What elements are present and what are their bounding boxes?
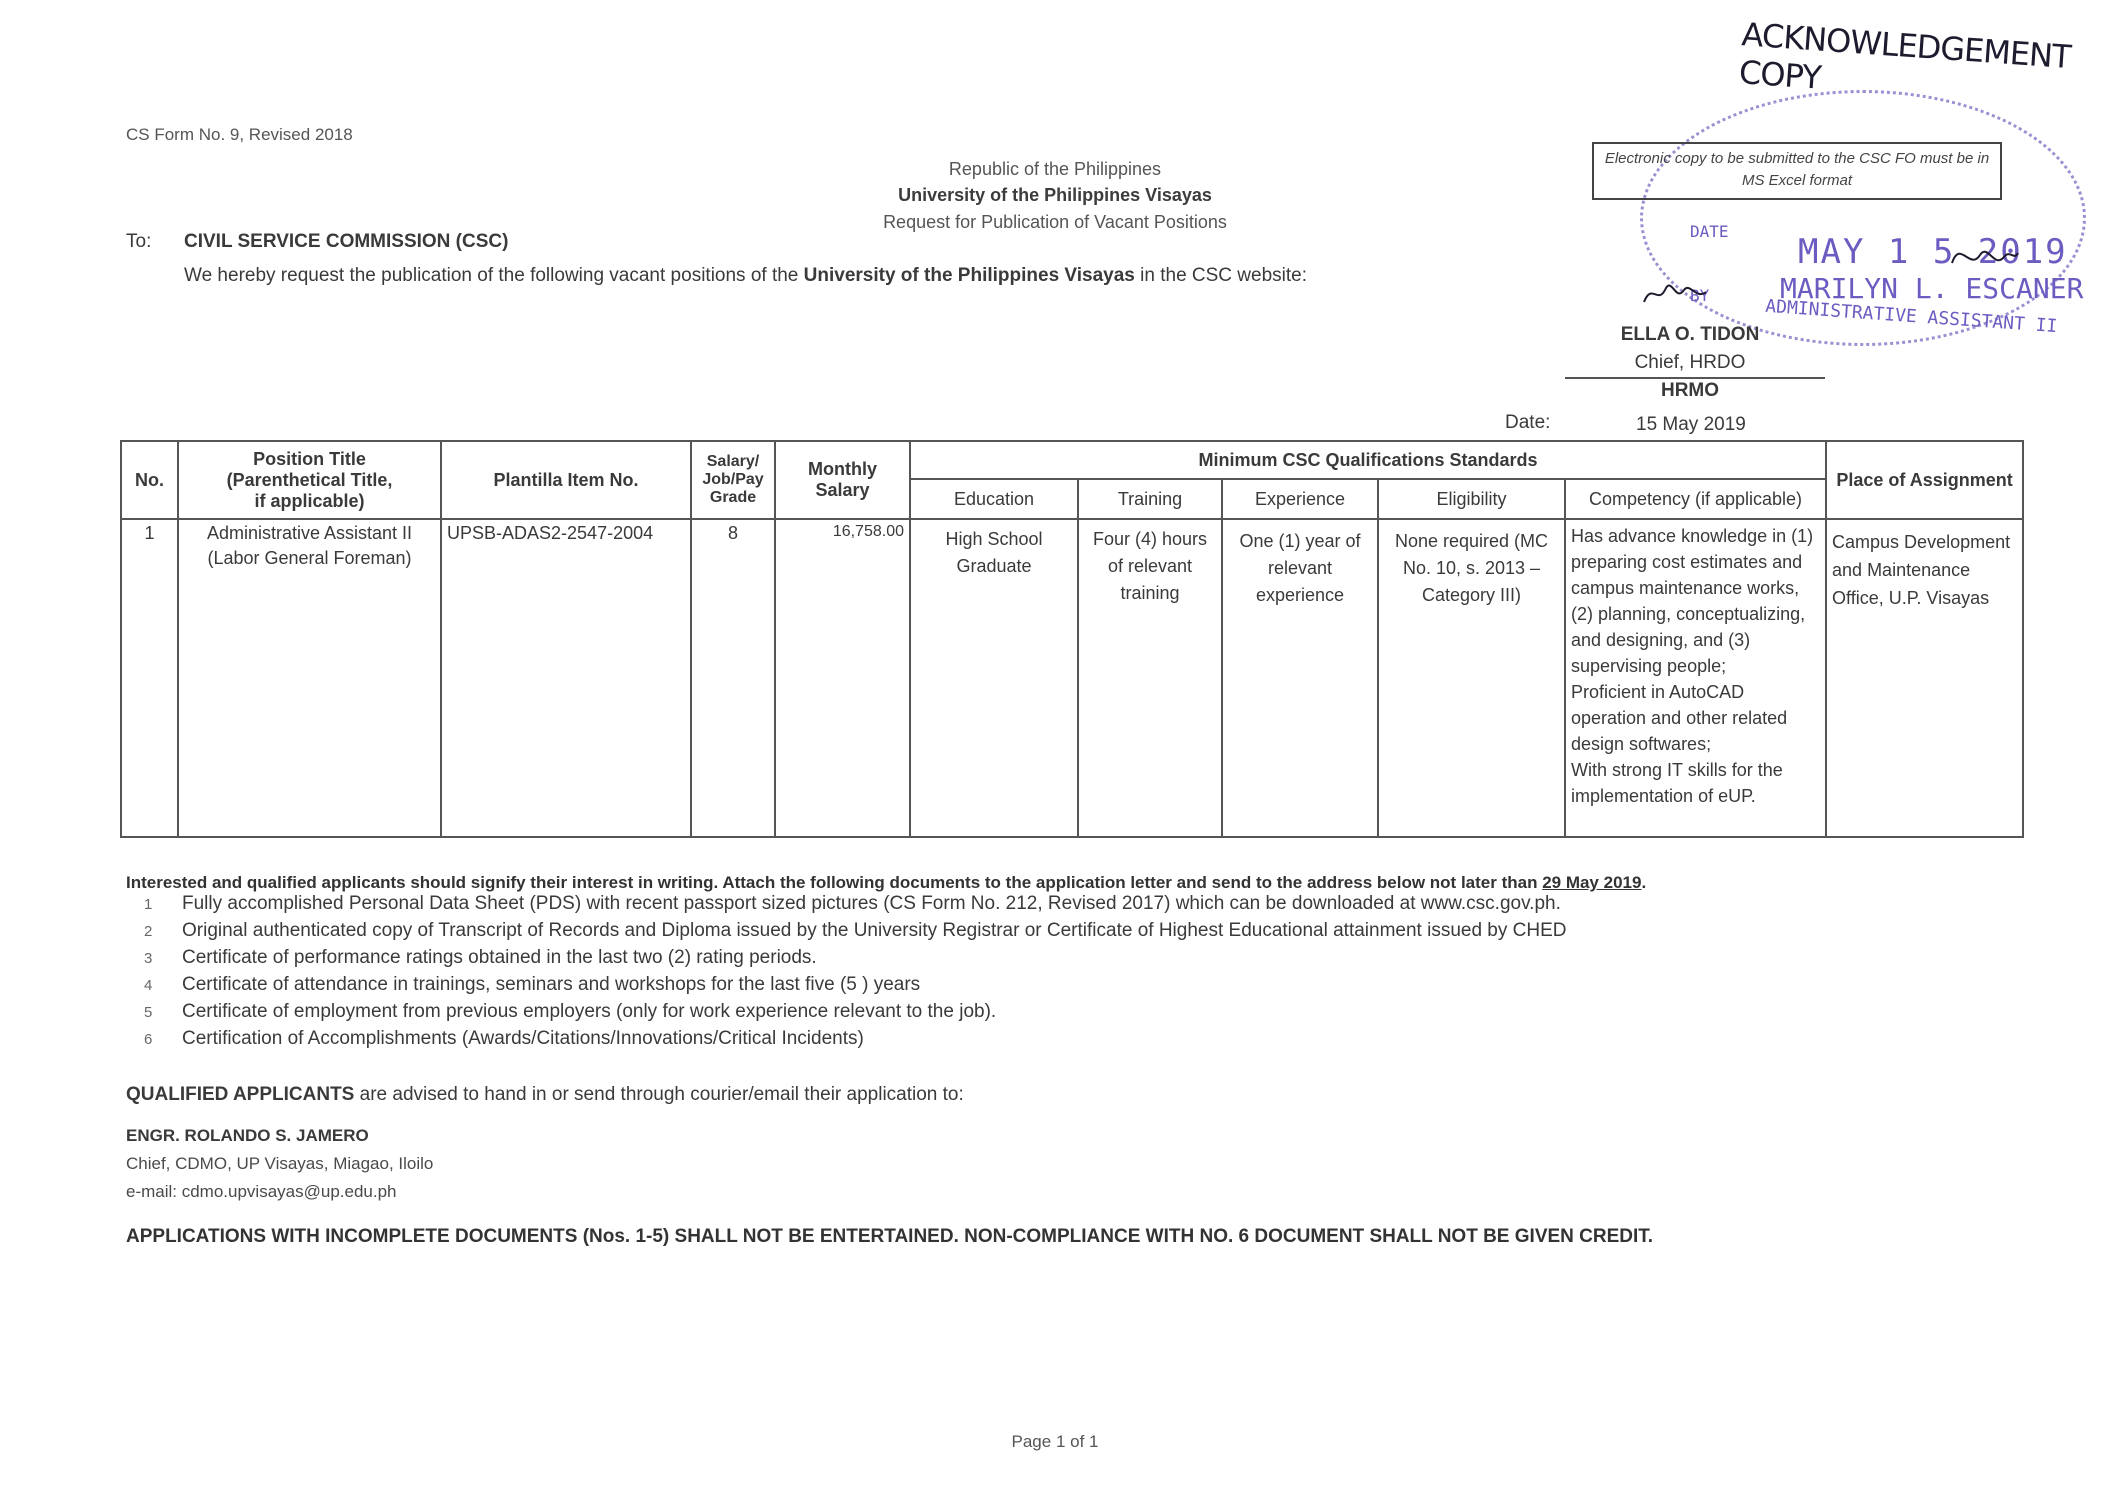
row-experience: One (1) year of relevant experience [1222,519,1378,837]
contact-title: Chief, CDMO, UP Visayas, Miagao, Iloilo [126,1154,434,1173]
to-label: To: [126,231,152,252]
date-label: Date: [1505,412,1551,433]
excel-note-box: Electronic copy to be submitted to the CSC FO must be in MS Excel format [1592,142,2002,200]
final-notice: APPLICATIONS WITH INCOMPLETE DOCUMENTS (Nos. 1-5) SHALL NOT BE ENTERTAINED. NON-COMPLIANCE WITH NO. 6 DOCUMENT SHALL NOT BE GIVEN CREDIT. [126,1226,1654,1247]
addressee: CIVIL SERVICE COMMISSION (CSC) [184,231,509,252]
stamp-by-label: BY [1690,286,1710,305]
header-university: University of the Philippines Visayas [898,185,1212,205]
header-request-title: Request for Publication of Vacant Positions [883,212,1227,232]
row-no: 1 [121,519,178,837]
row-education: High School Graduate [910,519,1078,837]
stamp-date-label: DATE [1690,222,1729,241]
header-no: No. [121,441,178,519]
qualified-applicants-note: QUALIFIED APPLICANTS are advised to hand in or send through courier/email their application to: [126,1084,964,1105]
row-position: Administrative Assistant II (Labor General Foreman) [178,519,441,837]
list-item: 2 Original authenticated copy of Transcript of Records and Diploma issued by the University Registrar or Certificate of Highest Educational attainment issued by CHED [144,920,1567,941]
list-item: 4 Certificate of attendance in trainings, seminars and workshops for the last five (5 ) years [144,974,921,995]
header-training: Training [1078,479,1222,519]
row-grade: 8 [691,519,775,837]
instructions: Interested and qualified applicants should signify their interest in writing. Attach the following documents to the application letter and send to the address below not later than 29 May 2019. [126,873,1647,892]
row-place: Campus Development and Maintenance Office, U.P. Visayas [1826,519,2023,837]
header-qualifications: Minimum CSC Qualifications Standards [910,441,1826,479]
signatory-title: Chief, HRDO [1634,352,1746,373]
contact-email: e-mail: cdmo.upvisayas@up.edu.ph [126,1182,397,1201]
header-monthly-salary: Monthly Salary [775,441,910,519]
request-sentence: We hereby request the publication of the following vacant positions of the University of the Philippines Visayas in the CSC website: [184,265,1308,286]
signatory-role: HRMO [1660,380,1720,401]
list-item: 1 Fully accomplished Personal Data Sheet (PDS) with recent passport sized pictures (CS Form No. 212, Revised 2017) which can be downloaded at www.csc.gov.ph. [144,893,1561,914]
stamp-title: ADMINISTRATIVE ASSISTANT II [1764,295,2058,338]
page-number: Page 1 of 1 [1011,1432,1099,1451]
form-number: CS Form No. 9, Revised 2018 [126,125,353,144]
stamp-date: MAY 1 5 2019 [1798,232,2068,272]
vacant-positions-table [120,440,2024,838]
handwritten-acknowledgement: ACKNOWLEDGEMENT COPY [1737,15,2072,97]
initials-signature [1640,272,1710,312]
documents-list [126,893,1567,1055]
header-republic: Republic of the Philippines [948,159,1162,179]
row-training: Four (4) hours of relevant training [1078,519,1222,837]
row-eligibility: None required (MC No. 10, s. 2013 – Category III) [1378,519,1565,837]
header-position-title: Position Title (Parenthetical Title, if applicable) [178,441,441,519]
contact-name: ENGR. ROLANDO S. JAMERO [126,1126,369,1145]
signatory-name: ELLA O. TIDON [1620,324,1760,345]
signature-line [1565,377,1825,379]
header-place: Place of Assignment [1826,441,2023,519]
row-salary: 16,758.00 [775,519,910,837]
header-salary-grade: Salary/ Job/Pay Grade [691,441,775,519]
header-competency: Competency (if applicable) [1565,479,1826,519]
stamp-received-by: MARILYN L. ESCANER [1780,272,2084,305]
header-plantilla: Plantilla Item No. [441,441,691,519]
list-item: 5 Certificate of employment from previous employers (only for work experience relevant to the job). [144,1001,997,1022]
list-item: 6 Certification of Accomplishments (Awards/Citations/Innovations/Critical Incidents) [144,1028,864,1049]
header-education: Education [910,479,1078,519]
stamp-signature [1950,235,2020,275]
date-value: 15 May 2019 [1636,414,1746,435]
header-experience: Experience [1222,479,1378,519]
row-plantilla: UPSB-ADAS2-2547-2004 [441,519,691,837]
table-row [121,519,2023,837]
list-item: 3 Certificate of performance ratings obtained in the last two (2) rating periods. [144,947,817,968]
header-eligibility: Eligibility [1378,479,1565,519]
row-competency: Has advance knowledge in (1) preparing cost estimates and campus maintenance works, (2) planning, conceptualizing, and designing, and (3) supervising people; Proficient in AutoCAD operation and other related design softwares; With strong IT skills for the implementation of eUP. [1565,519,1826,837]
